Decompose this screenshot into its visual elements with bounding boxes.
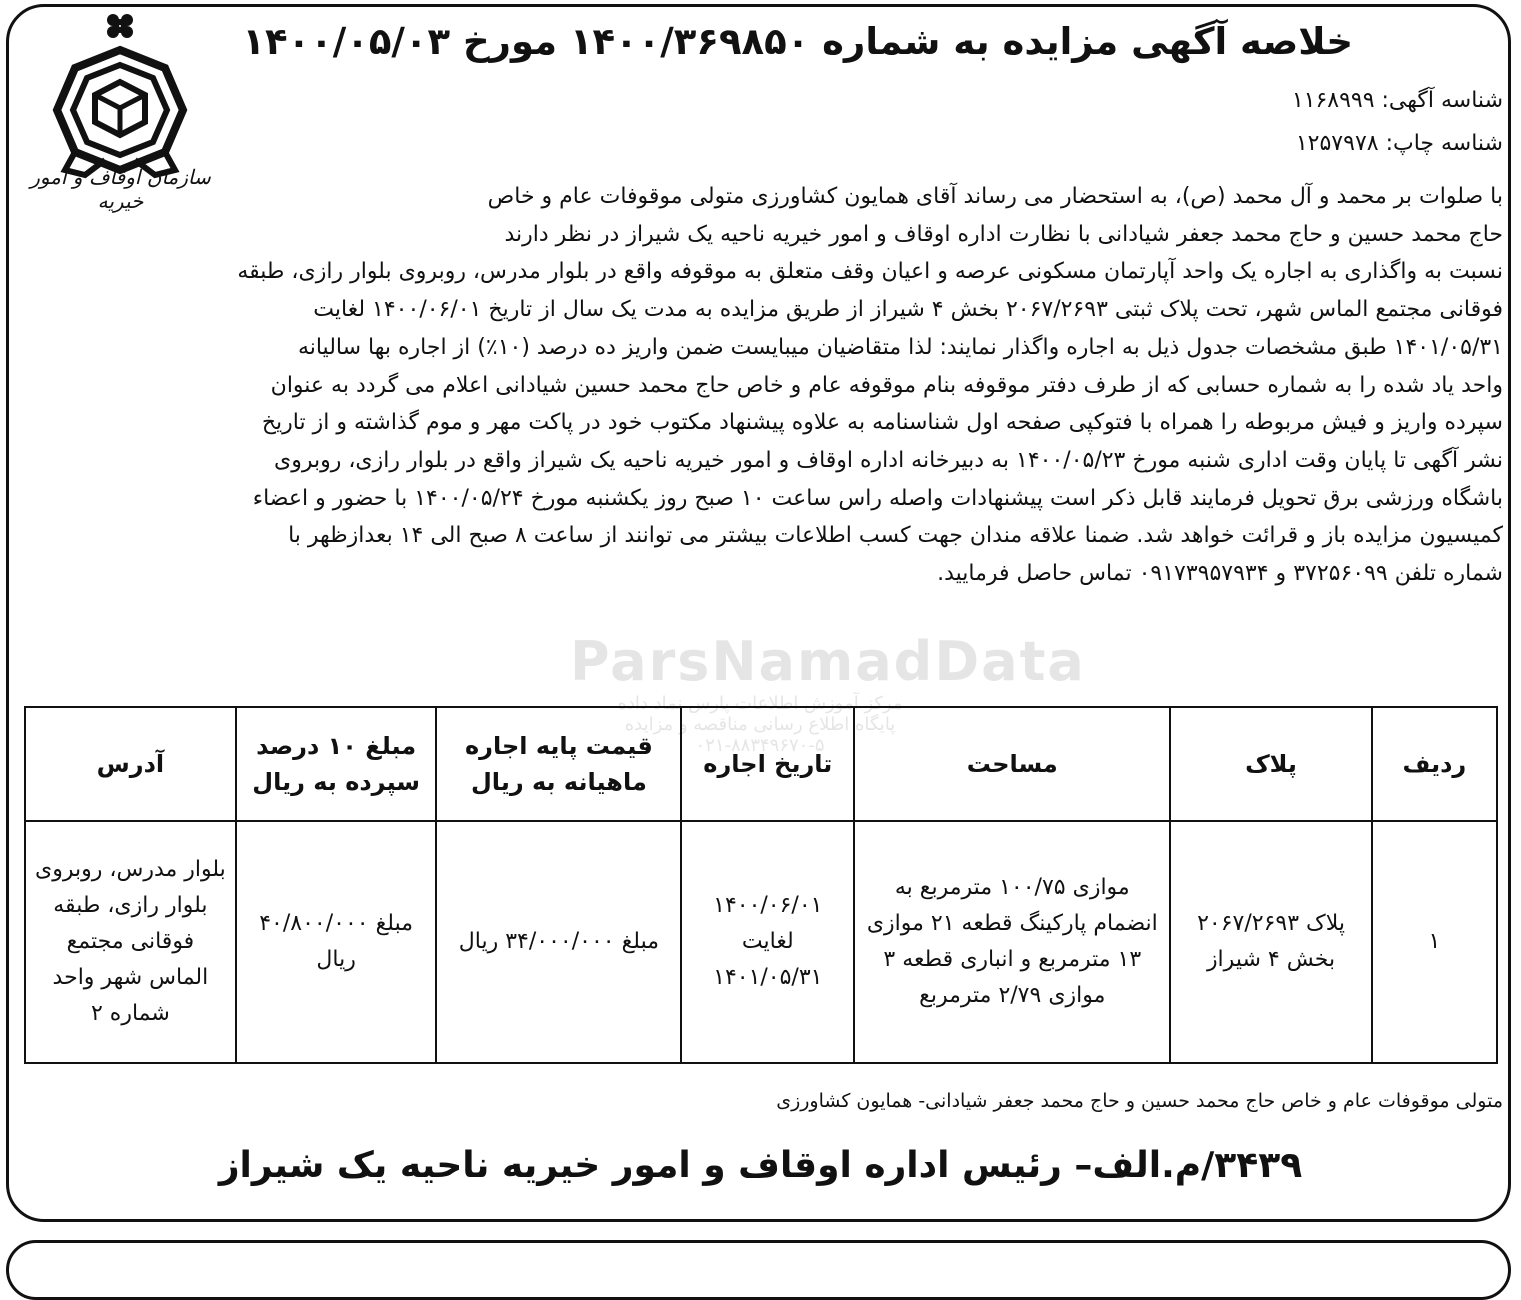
cell-plate: پلاک ۲۰۶۷/۲۶۹۳ بخش ۴ شیراز [1170,821,1371,1063]
ad-id: شناسه آگهی: ۱۱۶۸۹۹۹ [1291,88,1503,113]
header-address: آدرس [25,707,236,821]
body-line: ۱۴۰۱/۰۵/۳۱ طبق مشخصات جدول ذیل به اجاره واگذار نمایند: لذا متقاضیان میبایست ضمن واریز ده درصد (۱۰٪) از اجاره بها سالیانه [297,334,1503,360]
cell-address: بلوار مدرس، روبروی بلوار رازی، طبقه فوقانی مجتمع الماس شهر واحد شماره ۲ [25,821,236,1063]
header-deposit: مبلغ ۱۰ درصد سپرده به ریال [236,707,437,821]
cell-area: موازی ۱۰۰/۷۵ مترمربع به انضمام پارکینگ قطعه ۲۱ موازی ۱۳ مترمربع و انباری قطعه ۳ موازی ۲/۷۹ مترمربع [854,821,1170,1063]
notice-body [13,178,1503,593]
watermark-brand: ParsNamadData [570,630,1086,693]
body-line: نسبت به واگذاری به اجاره یک واحد آپارتمان مسکونی عرصه و اعیان وقف متعلق به موقوفه واقع در بلوار مدرس، روبروی بلوار رازی، طبقه [237,259,1503,285]
body-line: واحد یاد شده را به شماره حسابی که از طرف دفتر موقوفه بنام موقوفه عام و خاص حاج محمد حسین شیادانی اعلام می گردد به عنوان [270,372,1503,398]
trustee-line: متولی موقوفات عام و خاص حاج محمد حسین و حاج محمد جعفر شیادانی- همایون کشاورزی [776,1090,1503,1112]
logo-name: سازمان اوقاف و امور خیریه [30,165,211,213]
watermark-line: مرکز آموزش اطلاعات پارس نماد داده [617,693,903,714]
header-row-number: ردیف [1372,707,1497,821]
print-id: شناسه چاپ: ۱۲۵۷۹۷۸ [1295,131,1503,156]
header-lease-date: تاریخ اجاره [681,707,854,821]
body-line: باشگاه ورزشی برق تحویل فرمایند قابل ذکر است پیشنهادات واصله راس ساعت ۱۰ صبح روز یکشنبه مورخ ۱۴۰۰/۰۵/۲۴ با حضور و اعضاء [252,485,1503,511]
cell-row-number: ۱ [1372,821,1497,1063]
body-line: فوقانی مجتمع الماس شهر، تحت پلاک ثبتی ۲۰۶۷/۲۶۹۳ بخش ۴ شیراز از طریق مزایده به مدت یک سال از تاریخ ۱۴۰۰/۰۶/۰۱ لغایت [313,297,1503,323]
body-line: سپرده واریز و فیش مربوطه را همراه با فتوکپی صفحه اول شناسنامه به علاوه پیشنهاد مکتوب خود در پاکت مهر و موم گذاشته و از تاریخ [261,410,1503,436]
table-row [25,821,1497,1063]
signature-line: ۳۴۳۹/م.الف– رئیس اداره اوقاف و امور خیریه ناحیه یک شیراز [218,1145,1303,1186]
auction-table [24,706,1498,1064]
cell-lease-date: ۱۴۰۰/۰۶/۰۱ لغایت ۱۴۰۱/۰۵/۳۱ [681,821,854,1063]
header-area: مساحت [854,707,1170,821]
next-notice-frame [6,1240,1511,1300]
body-line: با صلوات بر محمد و آل محمد (ص)، به استحضار می رساند آقای همایون کشاورزی متولی موقوفات عام و خاص [487,184,1503,209]
table-header-row [25,707,1497,821]
body-line: شماره تلفن ۳۷۲۵۶۰۹۹ و ۰۹۱۷۳۹۵۷۹۳۴ تماس حاصل فرمایید. [937,561,1503,587]
cell-base-price: مبلغ ۳۴/۰۰۰/۰۰۰ ریال [436,821,681,1063]
body-line: نشر آگهی تا پایان وقت اداری شنبه مورخ ۱۴۰۰/۰۵/۲۳ به دبیرخانه اداره اوقاف و امور خیریه ناحیه یک شیراز واقع در بلوار رازی، روبروی [273,447,1503,473]
header-base-price: قیمت پایه اجاره ماهیانه به ریال [436,707,681,821]
header-plate: پلاک [1170,707,1371,821]
watermark-line: پایگاه اطلاع رسانی مناقصه و مزایده [624,714,896,735]
cell-deposit: مبلغ ۴۰/۸۰۰/۰۰۰ ریال [236,821,437,1063]
body-line: حاج محمد حسین و حاج محمد جعفر شیادانی با نظارت اداره اوقاف و امور خیریه ناحیه یک شیراز در نظر دارند [504,221,1503,247]
watermark-line: ۰۲۱-۸۸۳۴۹۶۷۰-۵ [695,735,825,756]
page-title: خلاصه آگهی مزایده به شماره ۱۴۰۰/۳۶۹۸۵۰ مورخ ۱۴۰۰/۰۵/۰۳ [242,20,1353,63]
body-line: کمیسیون مزایده باز و قرائت خواهد شد. ضمنا علاقه مندان جهت کسب اطلاعات بیشتر می توانند از ساعت ۸ صبح الی ۱۴ بعدازظهر با [288,523,1503,549]
